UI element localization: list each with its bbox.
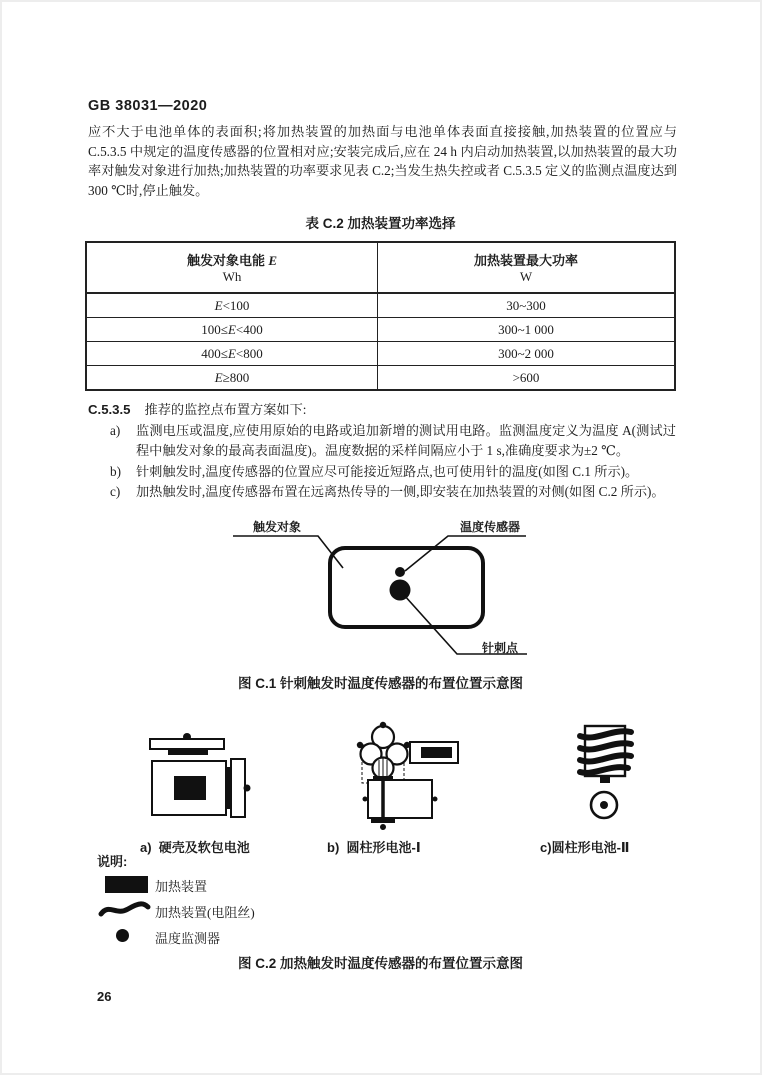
- table-c2-title: 表 C.2 加热装置功率选择: [305, 216, 456, 231]
- energy-cell: 400≤E<800: [86, 342, 378, 366]
- sublabel-a-text: 硬壳及软包电池: [158, 840, 250, 855]
- table-row: [86, 293, 675, 318]
- table-row: [86, 366, 675, 391]
- sublabel-c-tag: c): [540, 840, 552, 855]
- resistance-wire-swatch-icon: [98, 899, 152, 921]
- page-number: 26: [97, 989, 112, 1004]
- table-row: [86, 318, 675, 342]
- clause-text: 推荐的监控点布置方案如下:: [144, 402, 307, 417]
- legend-title: 说明:: [97, 854, 128, 869]
- power-cell: 300~1 000: [378, 318, 675, 342]
- table-header-row: [86, 242, 675, 293]
- legend-heating-device: 加热装置: [155, 879, 208, 894]
- leader-temp-sensor: [405, 536, 526, 571]
- clause-number: C.5.3.5: [88, 402, 131, 417]
- sublabel-a-tag: a): [140, 840, 152, 855]
- temp-monitor-swatch-icon: [116, 929, 129, 942]
- legend-resistance-wire: 加热装置(电阻丝): [155, 905, 255, 920]
- table-row: [86, 342, 675, 366]
- energy-cell: E≥800: [86, 366, 378, 391]
- pouch-cell-drawing: [150, 733, 251, 817]
- leader-trigger-object: [233, 536, 343, 568]
- sublabel-b-tag: b): [327, 840, 340, 855]
- item-text: 加热触发时,温度传感器布置在远离热传导的一侧,即安装在加热装置的对侧(如图 C.2 所示)。: [136, 484, 665, 499]
- power-cell: 300~2 000: [378, 342, 675, 366]
- energy-header-line1: 触发对象电能 E: [187, 253, 277, 268]
- sublabel-b-text: 圆柱形电池-Ⅰ: [346, 840, 421, 855]
- clause-c535: [88, 399, 677, 418]
- item-label: a): [110, 423, 121, 438]
- standard-code-header: GB 38031—2020: [88, 98, 208, 114]
- label-temp-sensor: 温度传感器: [460, 520, 521, 534]
- sublabel-c: [540, 837, 629, 856]
- table-header-power: [378, 242, 675, 293]
- power-header-unit: W: [519, 269, 533, 284]
- label-trigger-object: 触发对象: [253, 520, 302, 534]
- power-header-line1: 加热装置最大功率: [474, 253, 579, 268]
- item-text: 针刺触发时,温度传感器的位置应尽可能接近短路点,也可使用针的温度(如图 C.1 所示)。: [136, 464, 639, 479]
- item-label: b): [110, 464, 121, 479]
- item-label: c): [110, 484, 121, 499]
- power-cell: >600: [378, 366, 675, 391]
- table-c2: [85, 241, 676, 391]
- table-header-energy: [86, 242, 378, 293]
- needle-point-dot: [390, 580, 411, 601]
- sublabel-a: [140, 837, 250, 856]
- figure-c2-diagram: [140, 712, 655, 834]
- energy-cell: 100≤E<400: [86, 318, 378, 342]
- intro-paragraph: 应不大于电池单体的表面积;将加热装置的加热面与电池单体表面直接接触,加热装置的位置应与 C.5.3.5 中规定的温度传感器的位置相对应;安装完成后,应在 24 h 内启动加热装置,以加热装置的最大功率对触发对象进行加热;加热装置的功率要求见表 C.2;当发生热失控或者 C.5.3.5 定义的监测点温度达到 300 ℃时,停止触发。: [88, 124, 677, 198]
- temp-sensor-dot: [395, 567, 405, 577]
- energy-header-unit: Wh: [222, 269, 242, 284]
- cylindrical-cell-2-drawing: [580, 726, 631, 818]
- list-item-c: [110, 482, 676, 502]
- heating-device-swatch-icon: [105, 876, 148, 893]
- list-item-b: [110, 462, 676, 482]
- sublabel-c-text: 圆柱形电池-Ⅱ: [551, 840, 630, 855]
- power-cell: 30~300: [378, 293, 675, 318]
- figure-c1-caption: 图 C.1 针刺触发时温度传感器的布置位置示意图: [237, 676, 523, 691]
- figure-c2-caption: 图 C.2 加热触发时温度传感器的布置位置示意图: [237, 956, 523, 971]
- cylindrical-cell-1-drawing: [357, 722, 458, 830]
- sublabel-b: [327, 837, 421, 856]
- item-text: 监测电压或温度,应使用原始的电路或追加新增的测试用电路。监测温度定义为温度 A(测试过程中触发对象的最高表面温度)。温度数据的采样间隔应小于 1 s,准确度要求为±2 ℃。: [136, 423, 676, 458]
- legend-temp-monitor: 温度监测器: [155, 931, 221, 946]
- energy-cell: E<100: [86, 293, 378, 318]
- list-item-a: [110, 421, 676, 461]
- label-needle-point: 针刺点: [482, 641, 519, 655]
